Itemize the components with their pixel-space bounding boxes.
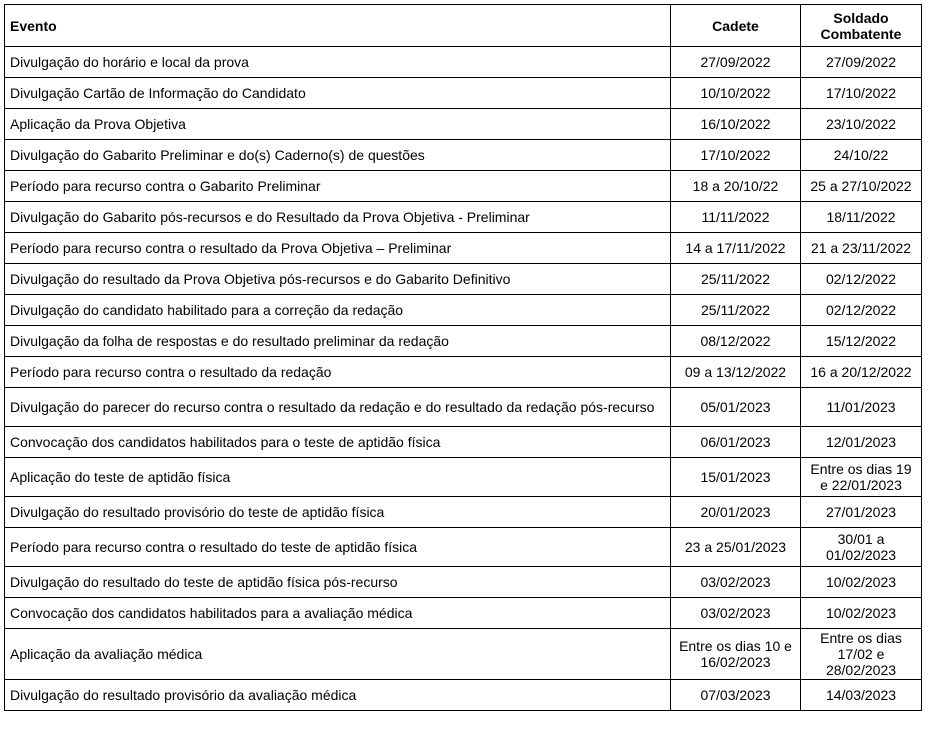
evento-cell: Período para recurso contra o resultado do teste de aptidão física	[5, 528, 671, 567]
evento-cell: Divulgação do candidato habilitado para a correção da redação	[5, 295, 671, 326]
soldado-date-cell: 25 a 27/10/2022	[801, 171, 922, 202]
evento-cell: Período para recurso contra o resultado da redação	[5, 357, 671, 388]
schedule-table-container	[4, 4, 922, 711]
table-row	[5, 427, 922, 458]
evento-cell: Divulgação do resultado provisório do teste de aptidão física	[5, 497, 671, 528]
soldado-date-cell: 27/01/2023	[801, 497, 922, 528]
soldado-date-cell: 24/10/22	[801, 140, 922, 171]
cadete-date-cell: 11/11/2022	[671, 202, 801, 233]
evento-cell: Divulgação do resultado do teste de aptidão física pós-recurso	[5, 567, 671, 598]
cadete-date-cell: 20/01/2023	[671, 497, 801, 528]
evento-cell: Divulgação do Gabarito pós-recursos e do Resultado da Prova Objetiva - Preliminar	[5, 202, 671, 233]
header-evento: Evento	[5, 5, 671, 47]
evento-cell: Aplicação do teste de aptidão física	[5, 458, 671, 497]
table-row	[5, 357, 922, 388]
table-row	[5, 629, 922, 680]
soldado-date-cell: 02/12/2022	[801, 295, 922, 326]
table-row	[5, 567, 922, 598]
cadete-date-cell: 03/02/2023	[671, 567, 801, 598]
table-row	[5, 598, 922, 629]
table-row	[5, 171, 922, 202]
evento-cell: Convocação dos candidatos habilitados para a avaliação médica	[5, 598, 671, 629]
header-row	[5, 5, 922, 47]
soldado-date-cell: Entre os dias 19 e 22/01/2023	[801, 458, 922, 497]
table-row	[5, 458, 922, 497]
cadete-date-cell: 10/10/2022	[671, 78, 801, 109]
evento-cell: Divulgação do resultado provisório da avaliação médica	[5, 680, 671, 711]
table-row	[5, 680, 922, 711]
table-header	[5, 5, 922, 47]
table-row	[5, 202, 922, 233]
table-row	[5, 233, 922, 264]
table-row	[5, 264, 922, 295]
cadete-date-cell: 18 a 20/10/22	[671, 171, 801, 202]
cadete-date-cell: 06/01/2023	[671, 427, 801, 458]
table-row	[5, 109, 922, 140]
soldado-date-cell: 17/10/2022	[801, 78, 922, 109]
table-row	[5, 388, 922, 427]
soldado-date-cell: 02/12/2022	[801, 264, 922, 295]
soldado-date-cell: Entre os dias 17/02 e 28/02/2023	[801, 629, 922, 680]
evento-cell: Divulgação do horário e local da prova	[5, 47, 671, 78]
table-row	[5, 140, 922, 171]
table-row	[5, 497, 922, 528]
table-row	[5, 295, 922, 326]
cadete-date-cell: Entre os dias 10 e 16/02/2023	[671, 629, 801, 680]
evento-cell: Divulgação do parecer do recurso contra o resultado da redação e do resultado da redação pós-recurso	[5, 388, 671, 427]
soldado-date-cell: 15/12/2022	[801, 326, 922, 357]
cadete-date-cell: 17/10/2022	[671, 140, 801, 171]
cadete-date-cell: 16/10/2022	[671, 109, 801, 140]
schedule-table	[4, 4, 922, 711]
cadete-date-cell: 09 a 13/12/2022	[671, 357, 801, 388]
cadete-date-cell: 07/03/2023	[671, 680, 801, 711]
evento-cell: Divulgação do Gabarito Preliminar e do(s) Caderno(s) de questões	[5, 140, 671, 171]
cadete-date-cell: 25/11/2022	[671, 264, 801, 295]
soldado-date-cell: 18/11/2022	[801, 202, 922, 233]
cadete-date-cell: 08/12/2022	[671, 326, 801, 357]
soldado-date-cell: 27/09/2022	[801, 47, 922, 78]
soldado-date-cell: 21 a 23/11/2022	[801, 233, 922, 264]
evento-cell: Período para recurso contra o resultado da Prova Objetiva – Preliminar	[5, 233, 671, 264]
cadete-date-cell: 27/09/2022	[671, 47, 801, 78]
evento-cell: Convocação dos candidatos habilitados para o teste de aptidão física	[5, 427, 671, 458]
header-cadete: Cadete	[671, 5, 801, 47]
soldado-date-cell: 11/01/2023	[801, 388, 922, 427]
evento-cell: Divulgação do resultado da Prova Objetiva pós-recursos e do Gabarito Definitivo	[5, 264, 671, 295]
soldado-date-cell: 16 a 20/12/2022	[801, 357, 922, 388]
evento-cell: Divulgação da folha de respostas e do resultado preliminar da redação	[5, 326, 671, 357]
soldado-date-cell: 12/01/2023	[801, 427, 922, 458]
header-soldado: Soldado Combatente	[801, 5, 922, 47]
evento-cell: Aplicação da avaliação médica	[5, 629, 671, 680]
table-row	[5, 528, 922, 567]
cadete-date-cell: 15/01/2023	[671, 458, 801, 497]
table-body	[5, 47, 922, 711]
cadete-date-cell: 25/11/2022	[671, 295, 801, 326]
soldado-date-cell: 10/02/2023	[801, 567, 922, 598]
soldado-date-cell: 10/02/2023	[801, 598, 922, 629]
table-row	[5, 78, 922, 109]
evento-cell: Período para recurso contra o Gabarito Preliminar	[5, 171, 671, 202]
soldado-date-cell: 14/03/2023	[801, 680, 922, 711]
cadete-date-cell: 14 a 17/11/2022	[671, 233, 801, 264]
cadete-date-cell: 03/02/2023	[671, 598, 801, 629]
soldado-date-cell: 23/10/2022	[801, 109, 922, 140]
cadete-date-cell: 05/01/2023	[671, 388, 801, 427]
soldado-date-cell: 30/01 a 01/02/2023	[801, 528, 922, 567]
evento-cell: Divulgação Cartão de Informação do Candidato	[5, 78, 671, 109]
cadete-date-cell: 23 a 25/01/2023	[671, 528, 801, 567]
table-row	[5, 47, 922, 78]
table-row	[5, 326, 922, 357]
evento-cell: Aplicação da Prova Objetiva	[5, 109, 671, 140]
